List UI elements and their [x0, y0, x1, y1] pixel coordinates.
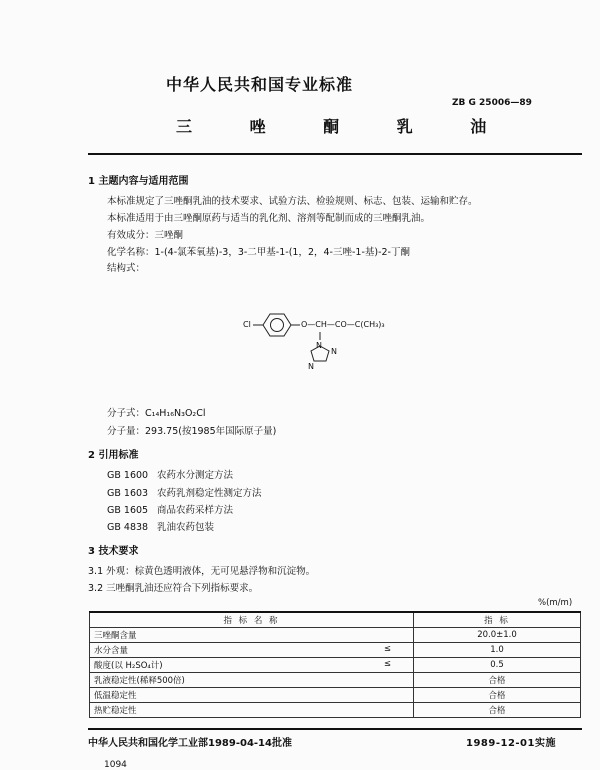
table-cell-value: 合格: [414, 673, 581, 688]
indicator-table: [89, 611, 581, 718]
approval-line: 中华人民共和国化学工业部1989-04-14批准: [88, 738, 292, 749]
triazole-n3: N: [308, 362, 314, 371]
clause-3-2: 3.2 三唑酮乳油还应符合下列指标要求。: [88, 583, 259, 594]
chemical-name: 化学名称：1-(4-氯苯氧基)-3，3-二甲基-1-(1，2，4-三唑-1-基)-2-丁酮: [107, 247, 410, 258]
reference-code: GB 1600: [107, 470, 149, 481]
leq-symbol: ≤: [383, 644, 391, 654]
triazole-n1: N: [316, 341, 322, 350]
chlorine-label: Cl: [243, 320, 251, 329]
formula-value: C₁₄H₁₆N₃O₂Cl: [145, 408, 206, 419]
table-row: [90, 688, 581, 703]
title-divider: [88, 153, 582, 155]
table-cell-name: 乳液稳定性(稀释500倍): [90, 673, 414, 688]
reference-title: 农药乳剂稳定性测定方法: [157, 488, 262, 499]
reference-code: GB 1603: [107, 488, 149, 499]
table-cell-name: 三唑酮含量: [90, 628, 414, 643]
standard-title: 中华人民共和国专业标准: [166, 75, 354, 94]
molecular-formula: [107, 405, 206, 419]
document-title: 三 唑 酮 乳 油: [176, 117, 513, 136]
clause-3-1: 3.1 外观：棕黄色透明液体，无可见悬浮物和沉淀物。: [88, 566, 316, 577]
table-row: [90, 628, 581, 643]
leq-symbol: ≤: [383, 659, 391, 669]
table-row: [90, 658, 581, 673]
formula-label: 分子式：: [107, 408, 146, 419]
unit-label: %(m/m): [538, 598, 573, 608]
table-cell-value: 20.0±1.0: [414, 628, 581, 643]
reference-item: [107, 467, 233, 481]
reference-item: [107, 502, 233, 516]
table-cell-value: 0.5: [414, 658, 581, 673]
reference-item: [107, 519, 214, 533]
table-cell-name: 水分含量 ≤: [90, 643, 414, 658]
table-cell-value: 合格: [414, 703, 581, 718]
table-header-value: 指 标: [414, 612, 581, 628]
section-2-heading: 2 引用标准: [88, 450, 139, 461]
table-header-name: 指 标 名 称: [90, 612, 414, 628]
molecular-mass: 分子量：293.75(按1985年国际原子量): [107, 426, 277, 437]
table-cell-value: 合格: [414, 688, 581, 703]
effective-date: 1989-12-01实施: [466, 738, 556, 749]
reference-title: 农药水分测定方法: [157, 470, 234, 481]
section-3-heading: 3 技术要求: [88, 546, 139, 557]
structure-label: 结构式：: [107, 263, 146, 274]
table-row: [90, 673, 581, 688]
reference-code: GB 1605: [107, 505, 149, 516]
section-1-heading: 1 主题内容与适用范围: [88, 176, 189, 187]
standard-code: ZB G 25006—89: [452, 98, 532, 108]
page-number: 1094: [104, 760, 127, 770]
active-ingredient: 有效成分：三唑酮: [107, 230, 184, 241]
table-cell-name: 酸度(以 H₂SO₄计) ≤: [90, 658, 414, 673]
table-row: [90, 703, 581, 718]
section-1-para-2: 本标准适用于由三唑酮原药与适当的乳化剂、溶剂等配制而成的三唑酮乳油。: [107, 213, 431, 224]
reference-code: GB 4838: [107, 522, 149, 533]
table-cell-name: 低温稳定性: [90, 688, 414, 703]
reference-title: 乳油农药包装: [157, 522, 215, 533]
table-cell-value: 1.0: [414, 643, 581, 658]
footer-divider: [88, 728, 582, 730]
side-chain-label: O—CH—CO—C(CH₃)₃: [301, 320, 385, 329]
reference-title: 商品农药采样方法: [157, 505, 234, 516]
section-1-para-1: 本标准规定了三唑酮乳油的技术要求、试验方法、检验规则、标志、包装、运输和贮存。: [107, 196, 478, 207]
table-cell-name: 热贮稳定性: [90, 703, 414, 718]
reference-item: [107, 485, 262, 499]
table-row: [90, 643, 581, 658]
table-header-row: [90, 612, 581, 628]
triazole-n2: N: [331, 347, 337, 356]
